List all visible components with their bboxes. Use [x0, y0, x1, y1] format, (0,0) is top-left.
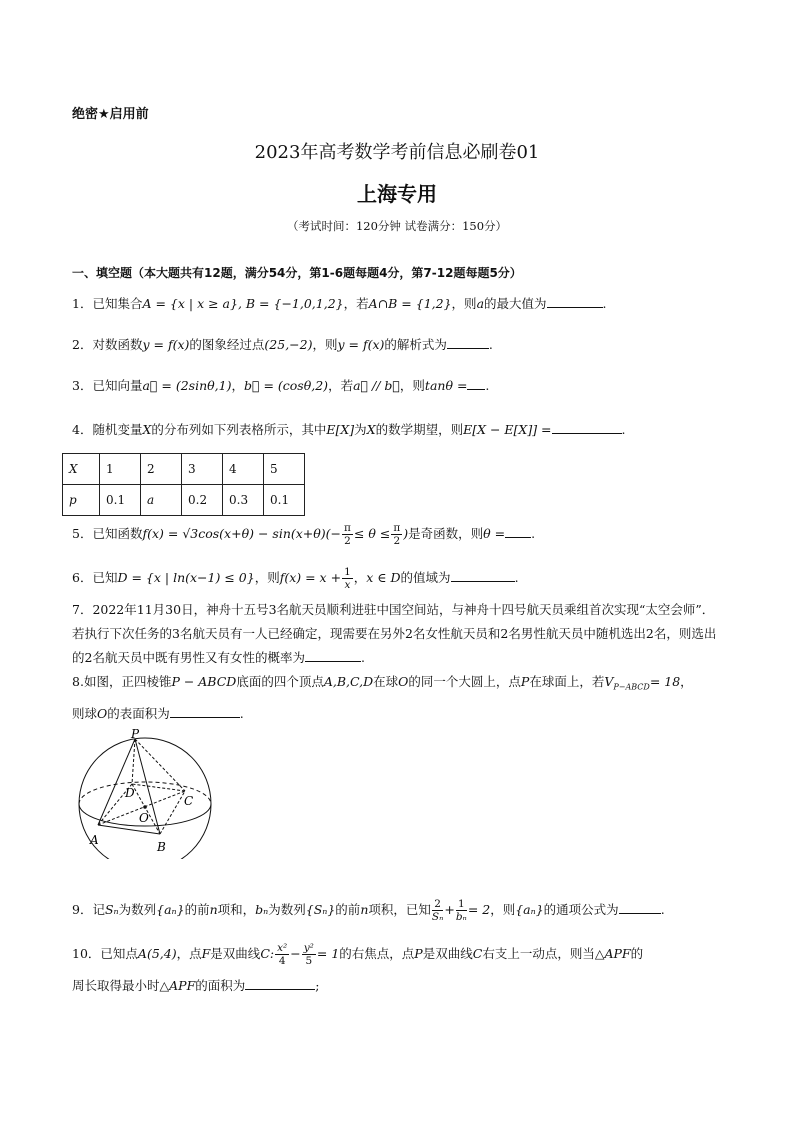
question-10: 10．已知点A(5,4)，点F是双曲线C: $\frac{\text{x²}}{4}$ − $\frac{\text{y²}}{5}$ = 1的右焦点，点P是双曲线C右支上一动点，则当△APF的 [72, 942, 644, 967]
sphere-pyramid-figure [70, 727, 230, 859]
answer-blank[interactable] [505, 523, 531, 538]
table-cell: X [63, 454, 100, 485]
question-5: 5．已知函数f(x) = √3cos(x+θ) − sin(x+θ)(− $\frac{\pi}{2}$ ≤ θ ≤ $\frac{\pi}{2}$ )是奇函数，则θ = . [72, 522, 536, 547]
label-O: O [139, 811, 149, 825]
question-1: 1．已知集合A = {x | x ≥ a}, B = {−1,0,1,2}，若A∩B = {1,2}，则a的最大值为 . [72, 292, 732, 316]
table-cell: 0.1 [100, 485, 141, 516]
question-3: 3．已知向量a⃗ = (2sinθ,1)，b⃗ = (cosθ,2)，若a⃗ // b⃗，则tanθ = . [72, 374, 732, 398]
label-C: C [184, 794, 194, 808]
fraction: $\frac{\text{x²}}{4}$ [277, 942, 288, 967]
edge-BC [160, 791, 185, 834]
confidential-label: 绝密★启用前 [72, 107, 149, 122]
fraction: $\frac{2}{\text{Sₙ}}$ [431, 898, 444, 923]
question-8-line-2: 则球O的表面积为 . [72, 702, 732, 726]
answer-blank[interactable] [619, 899, 661, 914]
answer-blank[interactable] [170, 703, 240, 718]
question-8: 8.如图，正四棱锥P − ABCD底面的四个顶点A,B,C,D在球O的同一个大圆上，点P在球面上，若$V_{P-ABCD}= 18$， [72, 674, 693, 692]
distribution-table [62, 453, 305, 516]
label-B: B [157, 840, 166, 854]
label-A: A [90, 833, 99, 847]
table-cell: 0.3 [223, 485, 264, 516]
exam-subtitle: 上海专用 [357, 182, 437, 206]
fraction: $\frac{\text{y²}}{5}$ [303, 942, 314, 967]
question-7: 7．2022年11月30日，神舟十五号3名航天员顺利进驻中国空间站，与神舟十四号航天员乘组首次实现“太空会师”．若执行下次任务的3名航天员有一人已经确定，现需要在另外2名女性航天员和2名男性航天员中随机选出2名，则选出的2名航天员中既有男性又有女性的概率为 . [72, 602, 717, 665]
exam-info: （考试时间：120分钟 试卷满分：150分） [286, 219, 508, 233]
table-cell: 0.1 [264, 485, 305, 516]
answer-blank[interactable] [447, 334, 489, 349]
center-point [143, 805, 147, 809]
table-cell: 0.2 [182, 485, 223, 516]
exam-title: 2023年高考数学考前信息必刷卷01 [254, 142, 540, 163]
section-title: 一、填空题（本大题共有12题，满分54分，第1-6题每题4分，第7-12题每题5分） [72, 266, 522, 280]
fraction: $\frac{\pi}{2}$ [344, 522, 351, 547]
table-row [63, 485, 305, 516]
answer-blank[interactable] [305, 647, 361, 662]
question-4: 4．随机变量X的分布列如下列表格所示，其中E[X]为X的数学期望，则E[X − E[X]] = . [72, 418, 732, 442]
question-9: 9．记Sₙ为数列{aₙ}的前n项和，bₙ为数列{Sₙ}的前n项积，已知 $\frac{2}{\text{Sₙ}}$ + $\frac{1}{\text{bₙ}}$ = 2，则{aₙ}的通项公式为 . [72, 898, 665, 923]
answer-blank[interactable] [467, 375, 485, 390]
diagonal-BD [132, 784, 160, 834]
question-10-line-2: 周长取得最小时△APF的面积为 ; [72, 974, 732, 998]
table-cell: p [63, 485, 100, 516]
fraction: $\frac{1}{\text{bₙ}}$ [455, 898, 467, 923]
question-2: 2．对数函数y = f(x)的图象经过点(25,−2)，则y = f(x)的解析式为 . [72, 333, 732, 357]
table-cell: 5 [264, 454, 305, 485]
question-6: 6．已知D = {x | ln(x−1) ≤ 0}，则f(x) = x + $\frac{1}{x}$ ，x ∈ D的值域为 . [72, 566, 519, 591]
table-cell: 1 [100, 454, 141, 485]
label-P: P [131, 727, 140, 741]
answer-blank[interactable] [245, 975, 315, 990]
table-cell: 4 [223, 454, 264, 485]
answer-blank[interactable] [547, 293, 603, 308]
table-row [63, 454, 305, 485]
table-cell: 3 [182, 454, 223, 485]
label-D: D [125, 786, 135, 800]
answer-blank[interactable] [451, 567, 515, 582]
table-cell: a [141, 485, 182, 516]
answer-blank[interactable] [552, 419, 622, 434]
table-cell: 2 [141, 454, 182, 485]
edge-PA [98, 739, 135, 825]
fraction: $\frac{1}{x}$ [344, 566, 351, 591]
fraction: $\frac{\pi}{2}$ [393, 522, 401, 547]
